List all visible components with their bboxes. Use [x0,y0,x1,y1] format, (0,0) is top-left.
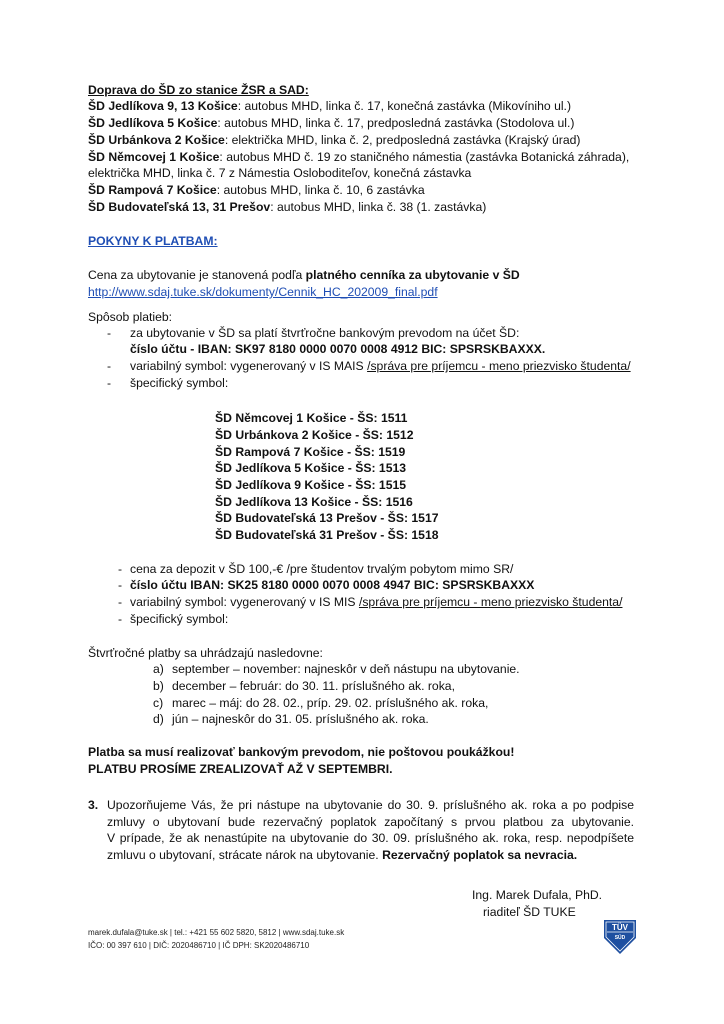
specific-symbol-item: ŠD Budovateľská 31 Prešov - ŠS: 1518 [215,528,439,542]
dormitory-name: ŠD Urbánkova 2 Košice [88,133,225,147]
variable-symbol [130,358,631,374]
footer-contact: marek.dufala@tuke.sk | tel.: +421 55 602 5820, 5812 | www.sdaj.tuke.sk [88,928,345,937]
transport-description: autobus MHD, linka č. 17, konečná zastávka (Mikovíniho ul.) [244,99,572,113]
separator: : [270,200,277,214]
transport-description: autobus MHD, linka č. 17, predposledná zastávka (Stodolova ul.) [224,116,575,130]
quarterly-item: jún – najneskôr do 31. 05. príslušného ak. roka. [172,712,429,726]
deposit-specific-symbol-label: špecifický symbol: [130,612,229,626]
transport-item [88,115,574,131]
specific-symbol-item: ŠD Jedlíkova 13 Košice - ŠS: 1516 [215,495,413,509]
bullet-dash: - [118,612,123,626]
deposit-text: cena za depozit v ŠD 100,-€ /pre študentov trvalým pobytom mimo SR/ [130,562,514,576]
signatory-title: riaditeľ ŠD TUKE [483,905,576,919]
price-list-link[interactable]: http://www.sdaj.tuke.sk/dokumenty/Cennik_HC_202009_final.pdf [88,285,438,299]
variable-symbol-text: variabilný symbol: vygenerovaný v IS MIS [130,595,359,609]
list-letter: c) [153,696,164,710]
point3-last-text: zmluvu o ubytovaní, strácate nárok na ubytovanie. [107,848,383,862]
variable-symbol-text: variabilný symbol: vygenerovaný v IS MAIS [130,359,368,373]
transport-item [88,149,629,165]
separator: : [237,99,245,113]
deposit-variable-symbol [130,594,622,610]
separator: : [216,183,224,197]
specific-symbol-item: ŠD Jedlíkova 5 Košice - ŠS: 1513 [215,461,407,475]
point3-line: V prípade, že ak nenastúpite na ubytovanie do 30. 09. príslušného ak. roka, resp. nepodpíšete [107,831,634,845]
dormitory-name: ŠD Budovateľská 13, 31 Prešov [88,200,271,214]
specific-symbol-item: ŠD Budovateľská 13 Prešov - ŠS: 1517 [215,511,439,525]
bullet-dash: - [118,595,123,609]
deposit-account-number: číslo účtu IBAN: SK25 8180 0000 0070 0008 4947 BIC: SPSRSKBAXXX [130,578,535,592]
transport-description-continued: električka MHD, linka č. 7 z Námestia Osloboditeľov, konečná zástavka [88,166,472,180]
dormitory-name: ŠD Rampová 7 Košice [88,183,217,197]
dormitory-name: ŠD Jedlíkova 9, 13 Košice [88,99,238,113]
specific-symbol-label: špecifický symbol: [130,376,229,390]
payment-method-label: Spôsob platieb: [88,310,173,324]
bullet-dash: - [107,376,112,390]
price-intro-text: Cena za ubytovanie je stanovená podľa [88,268,306,282]
transport-description: autobus MHD č. 19 zo staničného námestia (zastávka Botanická záhrada), [226,150,630,164]
list-letter: a) [153,662,164,676]
separator: : [224,133,232,147]
point3-last-line [107,847,577,863]
bullet-dash: - [118,562,123,576]
list-letter: d) [153,712,164,726]
transport-item [88,199,486,215]
payment-notice: Platba sa musí realizovať bankovým prevodom, nie poštovou poukážkou! [88,745,515,759]
bullet-dash: - [107,359,112,373]
signatory-name: Ing. Marek Dufala, PhD. [472,888,603,902]
separator: : [217,116,225,130]
transport-description: autobus MHD, linka č. 38 (1. zastávka) [276,200,487,214]
specific-symbol-item: ŠD Jedlíkova 9 Košice - ŠS: 1515 [215,478,407,492]
logo-text-tuv: TÜV [612,923,628,932]
payments-heading: POKYNY K PLATBAM: [88,234,218,248]
dormitory-name: ŠD Němcovej 1 Košice [88,150,220,164]
specific-symbol-item: ŠD Rampová 7 Košice - ŠS: 1519 [215,445,406,459]
separator: : [219,150,227,164]
point-number: 3. [88,798,99,812]
specific-symbol-item: ŠD Urbánkova 2 Košice - ŠS: 1512 [215,428,414,442]
specific-symbol-item: ŠD Němcovej 1 Košice - ŠS: 1511 [215,411,408,425]
non-refundable-notice: Rezervačný poplatok sa nevracia. [382,848,578,862]
transport-item [88,98,571,114]
payment-note: /správa pre príjemcu - meno priezvisko študenta/ [367,359,631,373]
transport-heading: Doprava do ŠD zo stanice ŽSR a SAD: [88,83,309,97]
price-intro [88,267,520,283]
bullet-text: za ubytovanie v ŠD sa platí štvrťročne bankovým prevodom na účet ŠD: [130,326,520,340]
transport-description: električka MHD, linka č. 2, predposledná zastávka (Krajský úrad) [231,133,581,147]
transport-item [88,182,425,198]
bullet-dash: - [118,578,123,592]
quarterly-item: marec – máj: do 28. 02., príp. 29. 02. príslušného ak. roka, [172,696,489,710]
bullet-dash: - [107,326,112,340]
quarterly-label: Štvrťročné platby sa uhrádzajú nasledovne: [88,646,323,660]
logo-text-sud: SÜD [614,935,626,941]
account-number: číslo účtu - IBAN: SK97 8180 0000 0070 0008 4912 BIC: SPSRSKBAXXX. [130,342,546,356]
quarterly-item: september – november: najneskôr v deň nástupu na ubytovanie. [172,662,520,676]
tuv-sud-logo-icon [602,918,638,956]
footer-ids: IČO: 00 397 610 | DIČ: 2020486710 | IČ DPH: SK2020486710 [88,941,310,950]
price-list-name: platného cenníka za ubytovanie v ŠD [305,268,520,282]
payment-notice-september: PLATBU PROSÍME ZREALIZOVAŤ AŽ V SEPTEMBRI. [88,762,393,776]
transport-item [88,132,580,148]
point3-line: Upozorňujeme Vás, že pri nástupe na ubytovanie do 30. 9. príslušného ak. roka a po podpise [107,798,634,812]
payment-note: /správa pre príjemcu - meno priezvisko študenta/ [358,595,623,609]
point3-line: zmluvy o ubytovaní bude rezervačný poplatok započítaný s prvou platbou za ubytovanie. [107,815,634,829]
quarterly-item: december – február: do 30. 11. príslušného ak. roka, [172,679,455,693]
list-letter: b) [153,679,164,693]
transport-description: autobus MHD, linka č. 10, 6 zastávka [223,183,425,197]
dormitory-name: ŠD Jedlíkova 5 Košice [88,116,218,130]
